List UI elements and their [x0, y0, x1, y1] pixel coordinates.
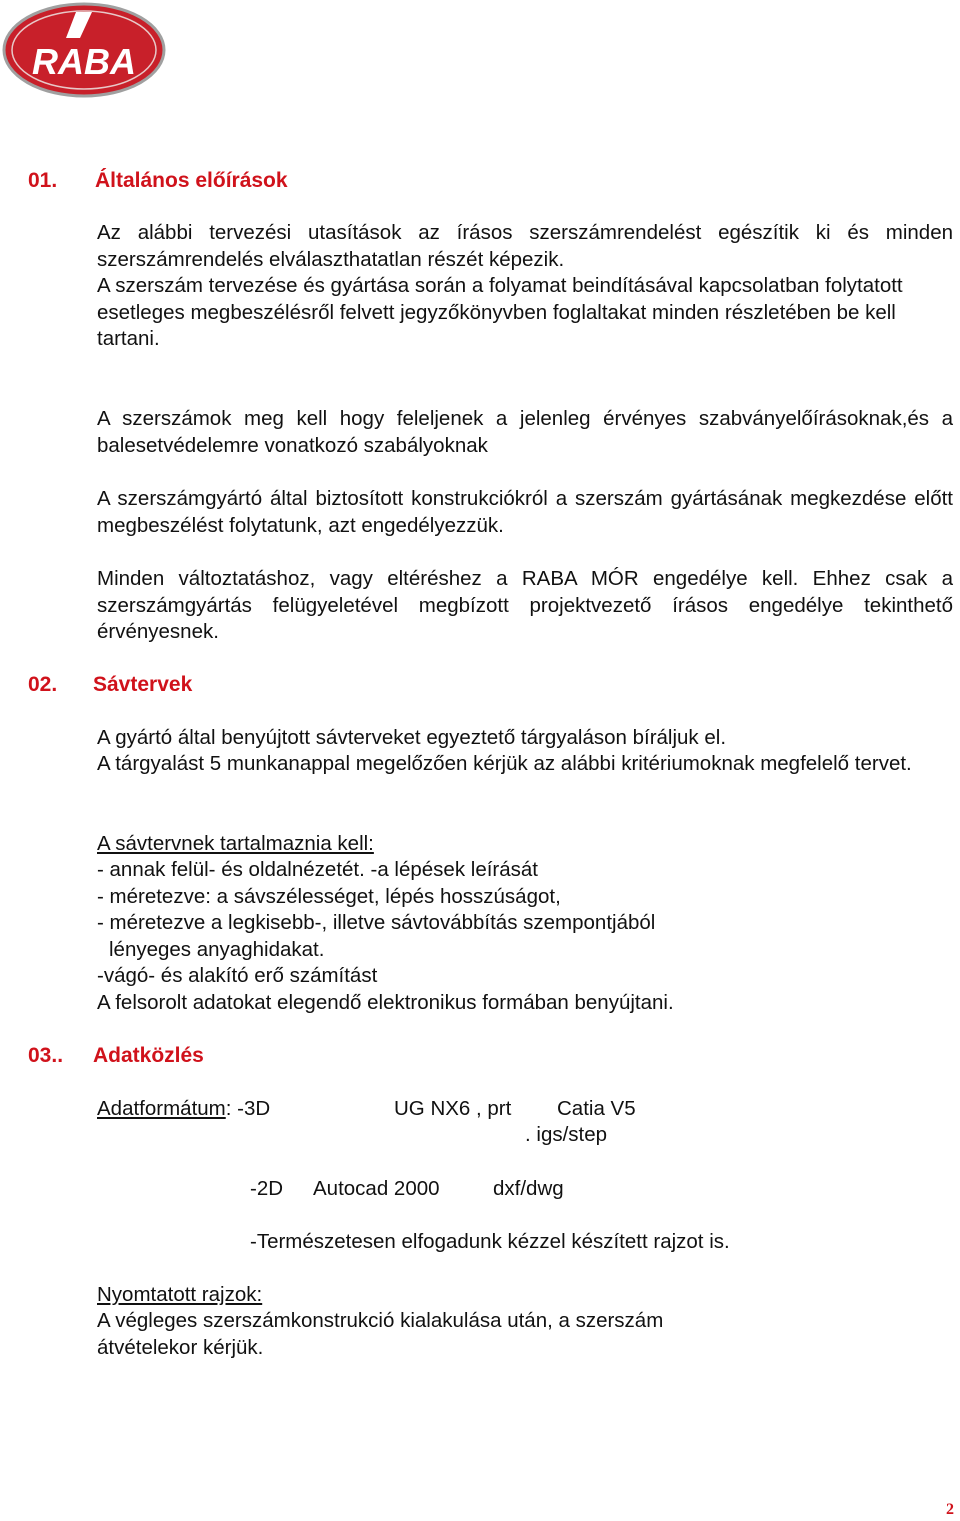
- data-format-label: Adatformátum: [97, 1097, 226, 1120]
- s2-list-item: lényeges anyaghidakat.: [109, 938, 325, 961]
- format-igs: . igs/step: [525, 1123, 608, 1146]
- section-02-number: 02.: [28, 673, 58, 696]
- format-catia: Catia V5: [557, 1097, 636, 1120]
- s2-list-item: - méretezve a legkisebb-, illetve sávtovábbítás szempontjából: [97, 911, 656, 934]
- s2-list-item: -vágó- és alakító erő számítást: [97, 964, 378, 987]
- s1-paragraph-5: Minden változtatáshoz, vagy eltéréshez a RABA MÓR engedélye kell. Ehhez csak a szerszámgyártás felügyeletével megbízott projektvezető írásos engedélye tekinthető érvényesnek.: [97, 567, 953, 643]
- s2-paragraph-1: A gyártó által benyújtott sávterveket egyeztető tárgyaláson bíráljuk el.: [97, 726, 727, 749]
- section-01-title: Általános előírások: [95, 169, 288, 192]
- format-dxf: dxf/dwg: [493, 1177, 564, 1200]
- logo-text: RABA: [32, 41, 136, 82]
- format-2d: -2D: [250, 1177, 284, 1200]
- data-format-3d: : -3D: [225, 1097, 271, 1120]
- s2-list-item: - méretezve: a sávszélességet, lépés hosszúságot,: [97, 885, 561, 908]
- s2-list-item: A felsorolt adatokat elegendő elektronikus formában benyújtani.: [97, 991, 674, 1014]
- data-format-line: [97, 1096, 270, 1123]
- s2-list-title: A sávtervnek tartalmaznia kell:: [97, 832, 374, 855]
- format-ug: UG NX6 , prt: [394, 1097, 512, 1120]
- s1-paragraph-4: A szerszámgyártó által biztosított konstrukciókról a szerszám gyártásának megkezdése előtt megbeszélést folytatunk, azt engedélyezzük.: [97, 487, 953, 537]
- s1-paragraph-2: A szerszám tervezése és gyártása során a folyamat beindításával kapcsolatban folytatott esetleges megbeszélésről felvett jegyzőkönyvben foglaltakat minden részletében be kell tartani.: [97, 274, 903, 350]
- handmade-drawing-note: -Természetesen elfogadunk kézzel készített rajzot is.: [250, 1230, 730, 1253]
- s2-list-item: - annak felül- és oldalnézetét. -a lépések leírását: [97, 858, 539, 881]
- raba-logo: [0, 0, 170, 100]
- s2-paragraph-2: A tárgyalást 5 munkanappal megelőzően kérjük az alábbi kritériumoknak megfelelő tervet.: [97, 752, 912, 775]
- section-03-number: 03..: [28, 1044, 64, 1067]
- section-03-title: Adatközlés: [93, 1044, 204, 1067]
- page-number: 2: [946, 1501, 954, 1518]
- printed-drawings-title: Nyomtatott rajzok:: [97, 1283, 263, 1306]
- printed-drawings-text: A végleges szerszámkonstrukció kialakulása után, a szerszám átvételekor kérjük.: [97, 1309, 664, 1359]
- s1-paragraph-1: Az alábbi tervezési utasítások az írásos szerszámrendelést egészítik ki és minden szerszámrendelés elválaszthatatlan részét képezik.: [97, 221, 953, 271]
- s1-paragraph-3: A szerszámok meg kell hogy feleljenek a jelenleg érvényes szabványelőírásoknak,és a balesetvédelemre vonatkozó szabályoknak: [97, 407, 953, 457]
- section-02-title: Sávtervek: [93, 673, 193, 696]
- format-autocad: Autocad 2000: [313, 1177, 440, 1200]
- section-01-number: 01.: [28, 169, 58, 192]
